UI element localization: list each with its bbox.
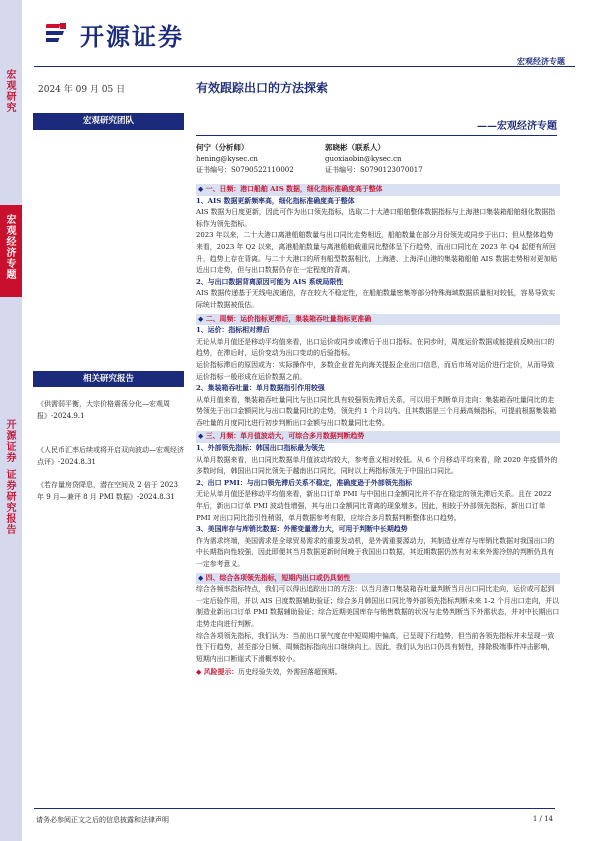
section-2-heading: ◆ 二、周频：运价指标更滞后，集装箱吞吐量指标更准确 [196, 314, 560, 326]
author-2-email[interactable]: guoxiaobin@kysec.cn [325, 155, 402, 163]
footer-disclaimer: 请务必参阅正文之后的信息披露和法律声明 [36, 816, 169, 824]
risk-note [196, 667, 560, 679]
related-report-1[interactable]: 《供需弱平衡，大宗价格震荡分化—宏观周报》-2024.9.1 [37, 400, 170, 420]
brand-name: 开源证券 [80, 22, 184, 51]
related-reports-heading: 相关研究报告 [33, 371, 184, 387]
author-2-name: 郭晓彬（联系人） [325, 143, 385, 152]
section-2-2-text: 从单月值来看，集装箱吞吐量同比与出口同比具有较强领先滞后关系，可以用于判断单月走向：集装箱吞吐量同比的走势领先于出口金额同比与出口数量同比的走势，领先约 1 个月以内。且其数据是三个月最高频指标，可提前根据集装箱吞吐量的月度同比进行初步判断出口金额与出口数量同比走势。 [196, 395, 557, 427]
author-1 [196, 142, 294, 176]
section-3-1-text: 从单月数据来看，出口同比数据单月值波动均较大，参考意义相对较低。从 6 个月移动平均来看，除 2020 年疫情外的多数时间，韩国出口同比领先于越南出口同比，同时以上两指标领先于中国出口同比。 [196, 455, 558, 476]
sidebar-bottom-label-2: 证券研究报告 [6, 470, 17, 536]
section-3-1-heading: 1、外部领先指标：韩国出口指标最为领先 [196, 444, 325, 453]
sidebar-top-label: 宏观研究 [6, 70, 17, 114]
author-1-cert: 证书编号：S0790522110002 [196, 166, 294, 174]
author-2-cert: 证书编号：S0790123070017 [325, 166, 423, 174]
series-label: 宏观经济专题 [517, 56, 565, 66]
subtitle-divider [196, 135, 557, 136]
page-number: 1 / 14 [532, 815, 553, 823]
section-4-text2: 综合各项领先指标，我们认为：当前出口景气度在中短周期中偏高，已呈现下行趋势，但当前各领先指标并未呈现一致性下行趋势，甚至部分日频、周频指标指向出口继续向上。因此，我们认为出口仍具有韧性，排除极端事件冲击影响，短期内出口断崖式下滑概率较小。 [196, 631, 555, 663]
report-body [196, 184, 560, 679]
section-4-heading: ◆ 四、综合各项领先指标，短期内出口或仍具韧性 [196, 573, 560, 585]
risk-label: ◆ 风险提示： [196, 668, 239, 677]
section-2-1-heading: 1、运价：指标相对滞后 [196, 326, 270, 335]
related-report-2[interactable]: 《人民币汇率后续或将开启双向波动—宏观经济点评》-2024.8.31 [37, 446, 184, 466]
sidebar-bottom-label-1: 开源证券 [6, 420, 17, 464]
section-1-heading: ◆ 一、日频：港口船舶 AIS 数据，细化指标准确度高于整体 [196, 184, 560, 196]
section-2-2-heading: 2、集装箱吞吐量：单月数据指引作用较强 [196, 384, 325, 393]
footer-divider [34, 808, 555, 809]
logo-mark-icon [46, 20, 74, 48]
author-2 [325, 142, 423, 176]
section-4-text: 综合各频率指标特点，我们可以得出追踪出口的方法：以当月港口集装箱吞吐量判断当月出口同比走向，运价或可起到一定后验作用，并以 AIS 日度数据辅助验证；综合多月韩国出口同比等外部领先指标判断未来 1-2 个月出口走向，并以制造业新出口订单 PMI 数据辅助验证；综合近期美国库存与销售数据的状况与走势判断当下外需状态，并对中长期出口走势走向进行判断。 [196, 585, 560, 628]
section-1-1-text: AIS 数据为日度更新，因此可作为出口领先指标，选取二十大港口船舶整体数据指标与上海港口集装箱船舶细化数据指标作为领先指标。 [196, 208, 556, 228]
section-3-2-heading: 2、出口 PMI：与出口领先滞后关系不稳定，准确度逊于外部领先指标 [196, 478, 413, 487]
report-title: 有效跟踪出口的方法探索 [196, 81, 329, 95]
section-1-2-text: AIS 数据传递基于无线电波通信，存在较大不稳定性，在船舶数量密集等部分特殊海域数据质量相对较低，容易导致实际统计数据被低估。 [196, 289, 556, 309]
section-1-1-heading: 1、AIS 数据更新频率高，细化指标准确度高于整体 [196, 196, 355, 205]
section-1-1-text2: 2023 年以来，二十大港口离港船舶数量与出口同比走势相近，船舶数量在部分月份领先或同步于出口；但从整体趋势来看，2023 年 Q2 以来，离港船舶数量与离港船舶载重同比整体呈下行趋势，而出口同比在 2023 年 Q4 起便有所回升，趋势上存在背离。与二十大港口的所有船型数据相比，上海港、上海洋山港的集装箱船舶 AIS 数据走势相对更加贴近出口走势，但与出口数据仍存在一定程度的背离。 [196, 231, 558, 275]
section-2-1-text2: 运价指标滞后的原因或为：实际操作中，多数企业首先向海关提报企业出口信息，而后市场对运价进行定价，从而导致运价指标一般形成在运价数据之前。 [196, 360, 555, 381]
header-divider [34, 66, 575, 67]
report-date: 2024 年 09 月 05 日 [38, 85, 126, 95]
team-label: 宏观研究团队 [33, 113, 184, 130]
section-3-heading: ◆ 三、月频：单月值波动大，可综合多月数据判断趋势 [196, 431, 560, 443]
report-subtitle: ——宏观经济专题 [477, 121, 557, 132]
section-2-1-text: 无论从单月值还是移动平均值来看，出口运价或同步或滞后于出口指标。在同步时，周度运价数据或能提前反映出口的趋势，在滞后时，运价变动为出口变动的后验指标。 [196, 337, 555, 358]
brand-logo [46, 18, 184, 50]
author-1-name: 何宁（分析师） [196, 143, 249, 152]
section-1-2-heading: 2、与出口数据背离原因可能为 AIS 系统局限性 [196, 277, 344, 286]
related-report-3[interactable]: 《若存量房贷降息，潜在空间及 2 倍于 2023 年 9 月—兼评 8 月 PMI 数据》-2024.8.31 [37, 481, 178, 501]
sidebar-mid-label: 宏观经济专题 [6, 215, 17, 281]
section-3-3-text: 作为需求终端，美国需求是全球贸易需求的重要发动机，是外需重要源动力，其制造业库存与库销比数据对我国出口的中长期指向性较强，因此即便其当月数据更新时间晚于我国出口数据，其近期数据仍然有对未来外需冷热的判断仍具有一定参考意义。 [196, 536, 555, 568]
section-3-3-heading: 3、美国库存与库销比数据：外需变量潜力大，可用于判断中长期趋势 [196, 525, 408, 534]
author-1-email[interactable]: hening@kysec.cn [196, 155, 258, 163]
risk-text: 历史经验失效，外需回落超预期。 [238, 668, 342, 677]
section-3-2-text: 无论从单月值还是移动平均值来看，新出口订单 PMI 与中国出口金额同比并不存在稳定的领先滞后关系。且在 2022 年后，新出口订单 PMI 波动性增强，其与出口金额同比背离的现象增多。因此，相较于外部领先指标，新出口订单 PMI 对出口同比指引性稍弱，单月数据参考有限，应综合多月数据判断整体出口趋势。 [196, 490, 552, 522]
